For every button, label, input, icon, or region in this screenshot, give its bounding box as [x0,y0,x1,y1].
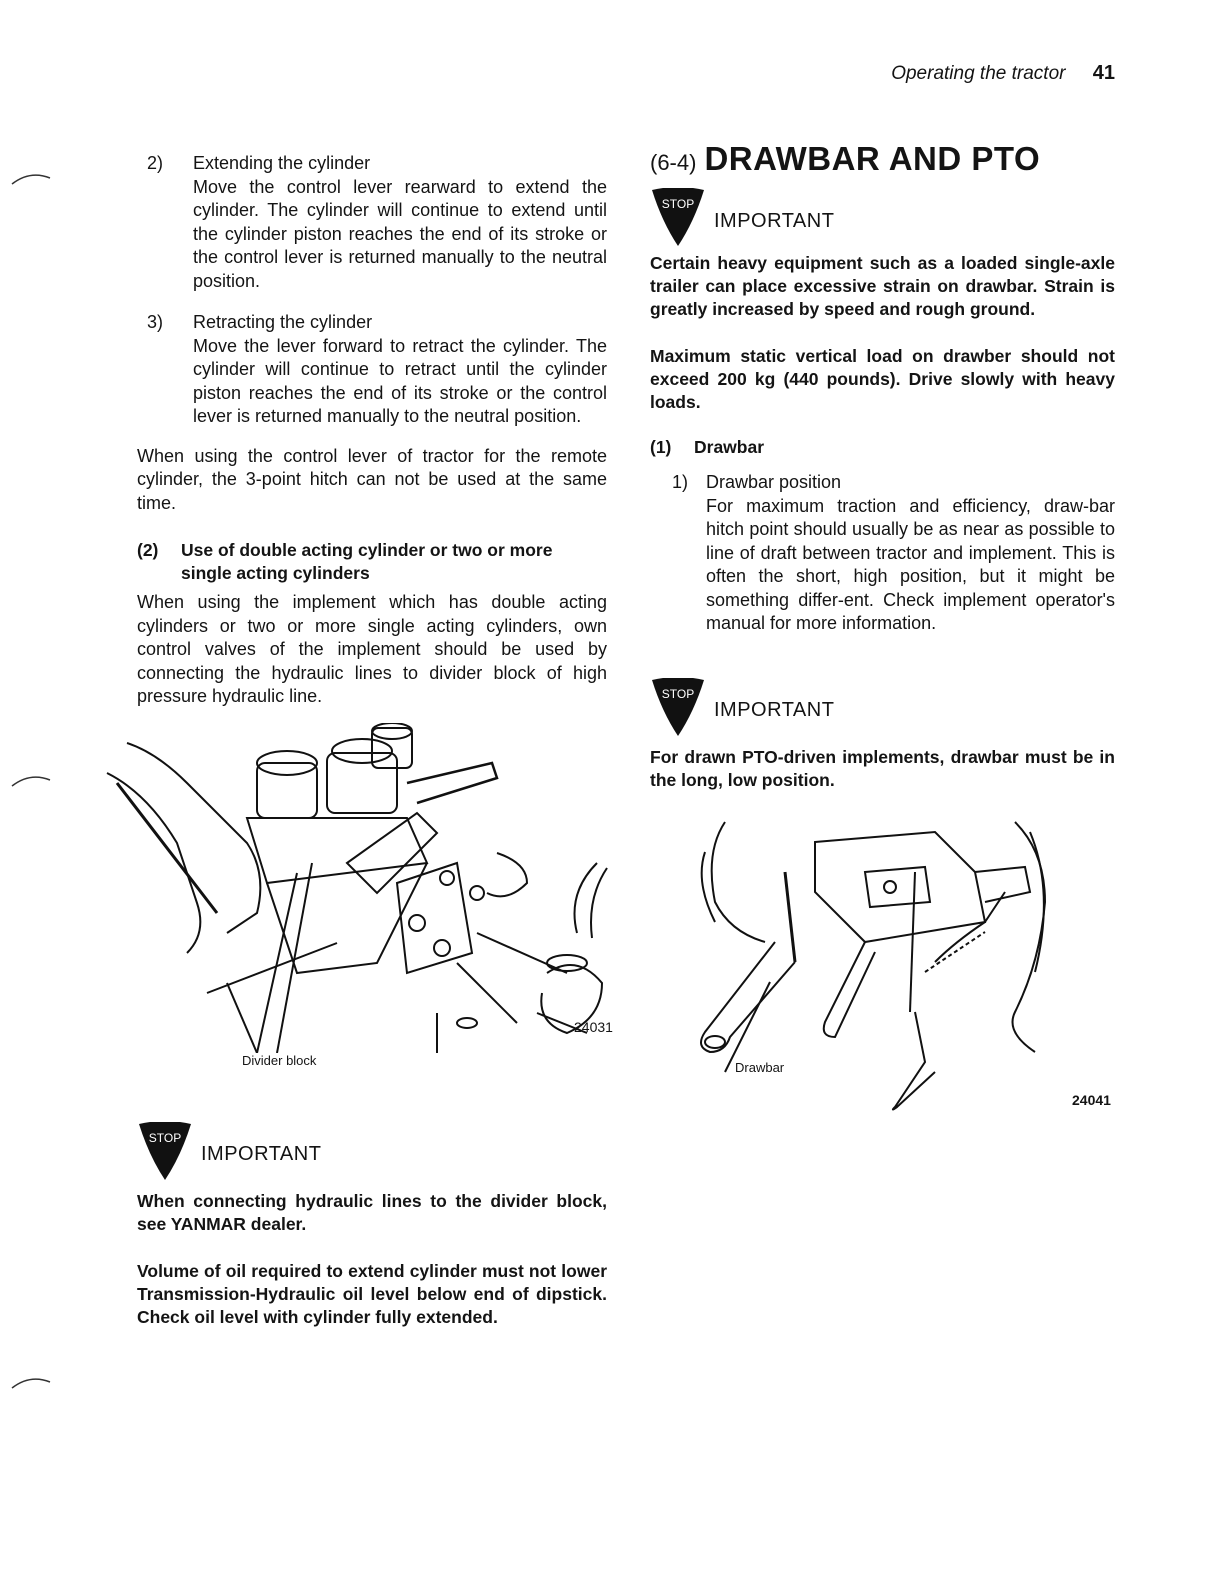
important-text: For drawn PTO-driven implements, drawbar must be in the long, low position. [650,746,1115,790]
step-title: Extending the cylinder [193,153,371,173]
step-extending [137,152,607,293]
important-text-1: Certain heavy equipment such as a loaded single-axle trailer can place excessive strain on drawbar. Strain is greatly increased by speed and rough ground. [650,253,1115,319]
margin-mark [10,168,60,188]
margin-mark [10,1372,60,1392]
subsection-drawbar [650,436,1115,459]
divider-block-illustration [97,723,617,1053]
figure-caption: Drawbar [735,1059,785,1075]
page-header [891,62,1115,85]
important-text-2: Volume of oil required to extend cylinder must not lower Transmission-Hydraulic oil level below end of dipstick. Check oil level with cylinder fully extended. [137,1260,607,1327]
margin-mark [10,770,60,790]
subsection-title: Drawbar [694,437,765,457]
divider-block-figure [97,723,617,1078]
figure-number: 24041 [1072,1091,1111,1108]
important-notice [137,1122,607,1182]
left-column [137,152,613,1329]
figure-caption: Divider block [242,1052,317,1068]
right-column [650,140,1115,1122]
important-label: IMPORTANT [714,699,835,721]
stop-text: STOP [148,1130,182,1145]
stop-warning-icon [650,678,706,738]
stop-text: STOP [661,197,695,211]
subsection-double-acting [137,539,607,585]
subsection-text: When using the implement which has double acting cylinders or two or more single acting cylinders, own control valves of the implement should be used by connecting the hydraulic lines to divider block of high pressure hydraulic line. [137,592,607,706]
important-text-2: Maximum static vertical load on drawber should not exceed 200 kg (440 pounds). Drive slowly with heavy loads. [650,346,1115,412]
subsection-number: (1) [650,437,672,457]
important-label: IMPORTANT [714,209,835,232]
subsection-title: Use of double acting cylinder or two or more single acting cylinders [181,540,553,583]
step-number: 1) [672,472,689,492]
step-text: Move the control lever rearward to extend the cylinder. The cylinder will continue to extend until the cylinder piston reaches the end of its stroke or the control lever is returned manually to the neutral position. [193,176,607,291]
step-text: For maximum traction and efficiency, draw-bar hitch point should usually be as near as possible to line of draft between tractor and implement. This is often the short, high position, but it might be something differ-ent. Check implement operator's manual for more information. [706,495,1115,633]
figure-number: 24031 [574,1018,613,1035]
step-text: Move the lever forward to retract the cylinder. The cylinder will continue to retract until the cylinder piston reaches the end of its stroke or the control lever is returned manually to the neutral position. [193,335,607,426]
subsection-number: (2) [137,540,159,560]
step-title: Drawbar position [706,472,842,492]
step-number: 2) [147,153,164,173]
step-retracting [137,311,607,429]
step-drawbar-position [662,471,1115,636]
stop-warning-icon [650,188,706,248]
section-code: (6-4) [650,150,697,175]
section-title: DRAWBAR AND PTO [704,140,1041,177]
important-label: IMPORTANT [201,1143,322,1165]
drawbar-figure [650,812,1115,1122]
stop-text: STOP [661,686,695,701]
important-text-1: When connecting hydraulic lines to the divider block, see YANMAR dealer. [137,1190,607,1234]
section-heading [650,140,1115,178]
page-number: 41 [1092,62,1115,84]
important-notice [650,188,1115,248]
stop-warning-icon [137,1122,193,1182]
note-paragraph: When using the control lever of tractor for the remote cylinder, the 3-point hitch can not be used at the same time. [137,445,607,513]
running-title: Operating the tractor [891,63,1066,84]
step-title: Retracting the cylinder [193,312,373,332]
important-notice [650,678,1115,738]
step-number: 3) [147,312,164,332]
